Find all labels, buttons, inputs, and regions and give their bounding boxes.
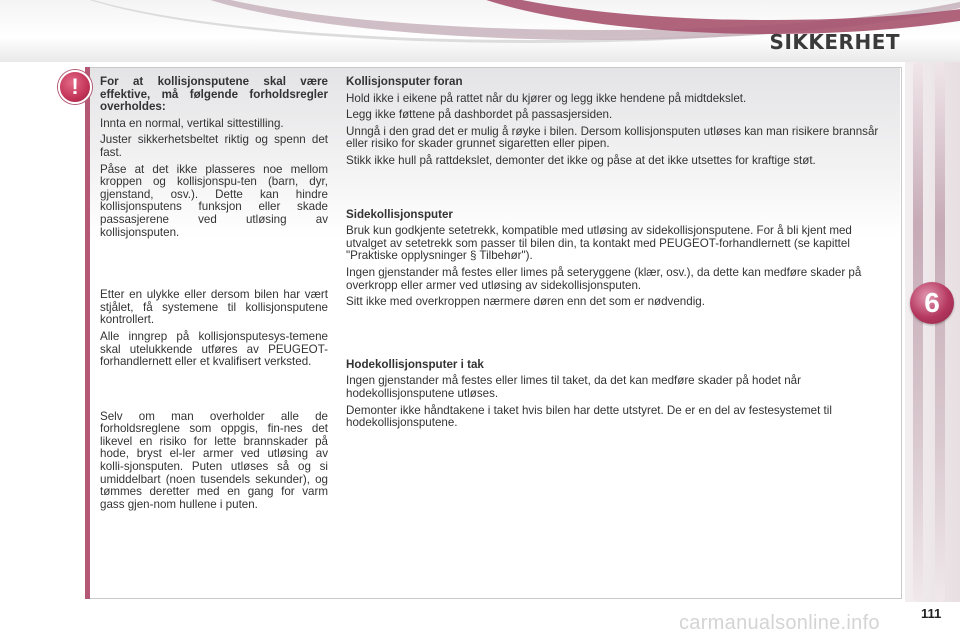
side-band bbox=[935, 62, 945, 602]
paragraph: Juster sikkerhetsbeltet riktig og spenn det fast. bbox=[100, 133, 328, 159]
section-heading: Hodekollisjonsputer i tak bbox=[346, 357, 484, 371]
section-title: SIKKERHET bbox=[769, 30, 900, 54]
paragraph: Etter en ulykke eller dersom bilen har vært stjålet, få systemene til kollisjonsputene kontrollert. bbox=[100, 288, 328, 327]
warning-heading: For at kollisjonsputene skal være effektive, må følgende forholdsregler overholdes: bbox=[100, 75, 328, 114]
paragraph: Alle inngrep på kollisjonsputesys-temene skal utelukkende utføres av PEUGEOT-forhandlernett eller et kvalifisert verksted. bbox=[100, 329, 328, 369]
paragraph: Innta en normal, vertikal sittestilling. bbox=[100, 116, 284, 130]
right-column bbox=[346, 76, 884, 434]
paragraph: Stikk ikke hull på rattdekslet, demonter det ikke og påse at det ikke utsettes for kraftige støt. bbox=[346, 153, 816, 167]
accent-bar bbox=[85, 67, 90, 599]
section-heading: Kollisjonsputer foran bbox=[346, 75, 463, 88]
paragraph: Ingen gjenstander må festes eller limes på seteryggene (klær, osv.), da dette kan medføre skader på overkropp eller armer ved utløsing av sidekollisjonsputen. bbox=[346, 265, 862, 292]
left-column bbox=[100, 76, 328, 515]
side-decoration bbox=[905, 62, 960, 602]
paragraph: Selv om man overholder alle de forholdsreglene som oppgis, fin-nes det likevel en risiko for lette brannskader på hode, bryst el-ler armer ved utløsing av kolli-sjonsputen. Puten utløses så og si umiddelbart (noen tusendels sekunder), og tømmes deretter med en gang for varm gass gjen-nom hullene i puten. bbox=[100, 409, 328, 511]
exclamation-icon: ! bbox=[58, 70, 92, 104]
paragraph: Hold ikke i eikene på rattet når du kjører og legg ikke hendene på midtdekslet. bbox=[346, 91, 747, 105]
paragraph: Påse at det ikke plasseres noe mellom kroppen og kollisjonspu-ten (barn, dyr, gjenstand, osv.). Dette kan hindre kollisjonsputens funksjon eller skade passasjerene ved utløsing av kollisjonsputen. bbox=[100, 162, 328, 239]
section-heading: Sidekollisjonsputer bbox=[346, 207, 453, 221]
side-band bbox=[913, 62, 923, 602]
watermark: carmanualsonline.info bbox=[679, 612, 880, 634]
page-number: 111 bbox=[921, 606, 942, 621]
paragraph: Demonter ikke håndtakene i taket hvis bilen har dette utstyret. De er en del av festesystemet til hodekollisjonsputene. bbox=[346, 403, 832, 430]
paragraph: Ingen gjenstander må festes eller limes til taket, da det kan medføre skader på hodet når hodekollisjonsputene utløses. bbox=[346, 374, 801, 400]
chapter-badge[interactable]: 6 bbox=[910, 282, 954, 324]
paragraph: Unngå i den grad det er mulig å røyke i bilen. Dersom kollisjonsputen utløses kan man risikere brannsår eller risiko for skader grunnet sigaretten eller pipen. bbox=[346, 124, 879, 151]
paragraph: Sitt ikke med overkroppen nærmere døren enn det som er nødvendig. bbox=[346, 295, 705, 309]
paragraph: Bruk kun godkjente setetrekk, kompatible med utløsing av sidekollisjonsputene. For å bli kjent med utvalget av setetrekk som passer til bilen din, ta kontakt med PEUGEOT-forhandlernett (se kapittel "Praktiske opplysninger § Tilbehør"). bbox=[346, 224, 852, 263]
paragraph: Legg ikke føttene på dashbordet på passasjersiden. bbox=[346, 108, 613, 122]
